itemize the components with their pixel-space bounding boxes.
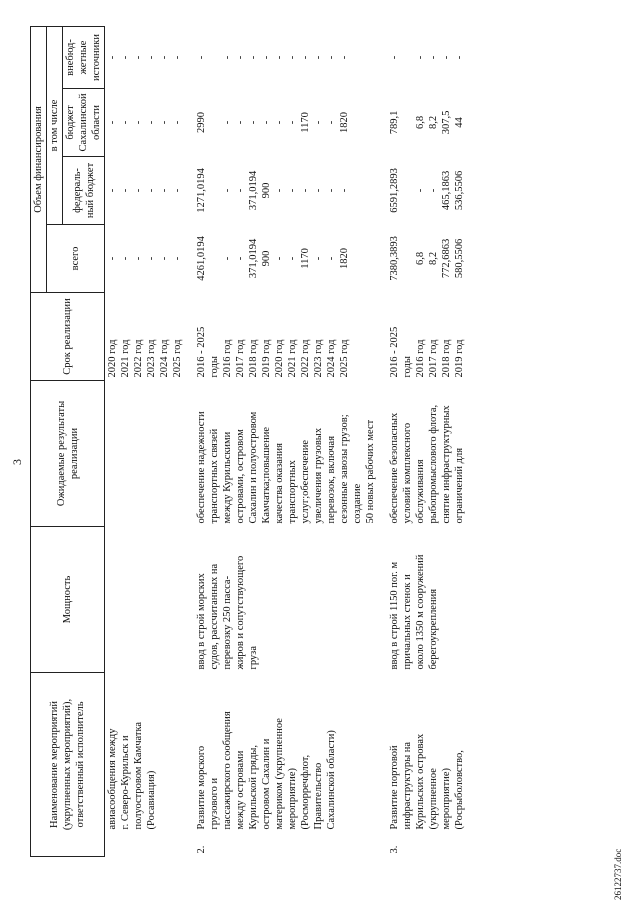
row-name: Развитие портовой инфраструктуры на Курильских островах (укрупненное мероприятие) (Росрыболовство,: [389, 733, 465, 830]
row-years: 2020 год 2021 год 2022 год 2023 год 2024 год 2025 год: [107, 339, 183, 378]
row-number: 3.: [389, 845, 400, 854]
header-name: Наименование мероприятий (укрупненных мероприятий), ответственный исполнитель: [31, 672, 105, 856]
row-extra: - - - - - -: [107, 55, 183, 60]
table-row: [105, 26, 186, 856]
row-number: [105, 833, 186, 857]
financing-table: [30, 26, 467, 857]
row-federal: 6591,2893 - - 465,1863 536,5506: [389, 168, 465, 213]
row-regional: - - - - - -: [107, 120, 183, 125]
header-regional: бюджет Сахалинской области: [63, 88, 105, 156]
row-number: 2.: [196, 845, 207, 854]
row-results: обеспечение безопасных условий комплексного обслуживания рыбопромыслового флота, снятие инфраструктурных ограничений для: [389, 404, 465, 524]
row-federal: 1271,0194 - - 371,0194 900 - - - - - -: [196, 168, 350, 213]
header-capacity: Мощность: [31, 526, 105, 672]
header-total: всего: [47, 224, 105, 292]
header-federal: федераль-ный бюджет: [63, 156, 105, 224]
row-years: 2016 - 2025 годы 2016 год 2017 год 2018 год 2019 год 2020 год 2021 год 2022 год 2023 год 2024 год 2025 год: [196, 326, 350, 378]
row-capacity: ввод в строй 1150 пог. м причальных стенок и около 1350 м сооружений берегоукрепления: [389, 554, 439, 670]
header-volume: Объем финансирования: [31, 26, 47, 292]
row-total: - - - - - -: [107, 256, 183, 261]
row-regional: 789,1 6,8 8,2 307,5 44: [389, 110, 465, 135]
table-row: [378, 26, 467, 856]
row-total: 7380,3893 6,8 8,2 772,6863 580,5506: [389, 236, 465, 281]
row-results: обеспечение надежности транспортных связей между Курильскими островами, островом Сахалин и полуостровом Камчатка;повышение качества оказания транспортных услуг;обеспечение увеличения грузовых перевозок, включая сезонные завозы грузов; создание 50 новых рабочих мест: [196, 411, 376, 524]
row-results: [105, 380, 186, 526]
row-name: авиасообщения между г. Северо-Курильск и полуостровом Камчатка (Росавиация): [107, 721, 157, 830]
row-extra: - - - - -: [389, 55, 465, 60]
header-results: Ожидаемые результаты реализации: [31, 380, 105, 526]
table-row: [185, 26, 378, 856]
row-total: 4261,0194 - - 371,0194 900 - - 1170 - - 1820: [196, 236, 350, 281]
header-incl: в том числе: [47, 26, 63, 224]
row-years: 2016 - 2025 годы 2016 год 2017 год 2018 год 2019 год: [389, 326, 465, 378]
header-period: Срок реализации: [31, 292, 105, 380]
header-extra: внебюд-жетные источники: [63, 26, 105, 88]
row-federal: - - - - - -: [107, 188, 183, 193]
page-number: 3: [10, 459, 24, 465]
row-extra: - - - - - - - - - - -: [196, 55, 350, 60]
row-capacity: ввод в строй морских судов, рассчитанных на перевозку 250 пасса- жиров и сопутствующего груза: [196, 555, 259, 670]
row-capacity: [105, 526, 186, 672]
document-id: 26122737.doc: [613, 848, 623, 900]
row-regional: 2990 - - - - - - 1170 - - 1820: [196, 111, 350, 133]
row-name: Развитие морского грузового и пассажирского сообщения между островами Курильской гряды, островом Сахалин и материком (укрупненное мероприятие) (Росморречфлот, Правительство Сахалинской области): [196, 711, 337, 830]
